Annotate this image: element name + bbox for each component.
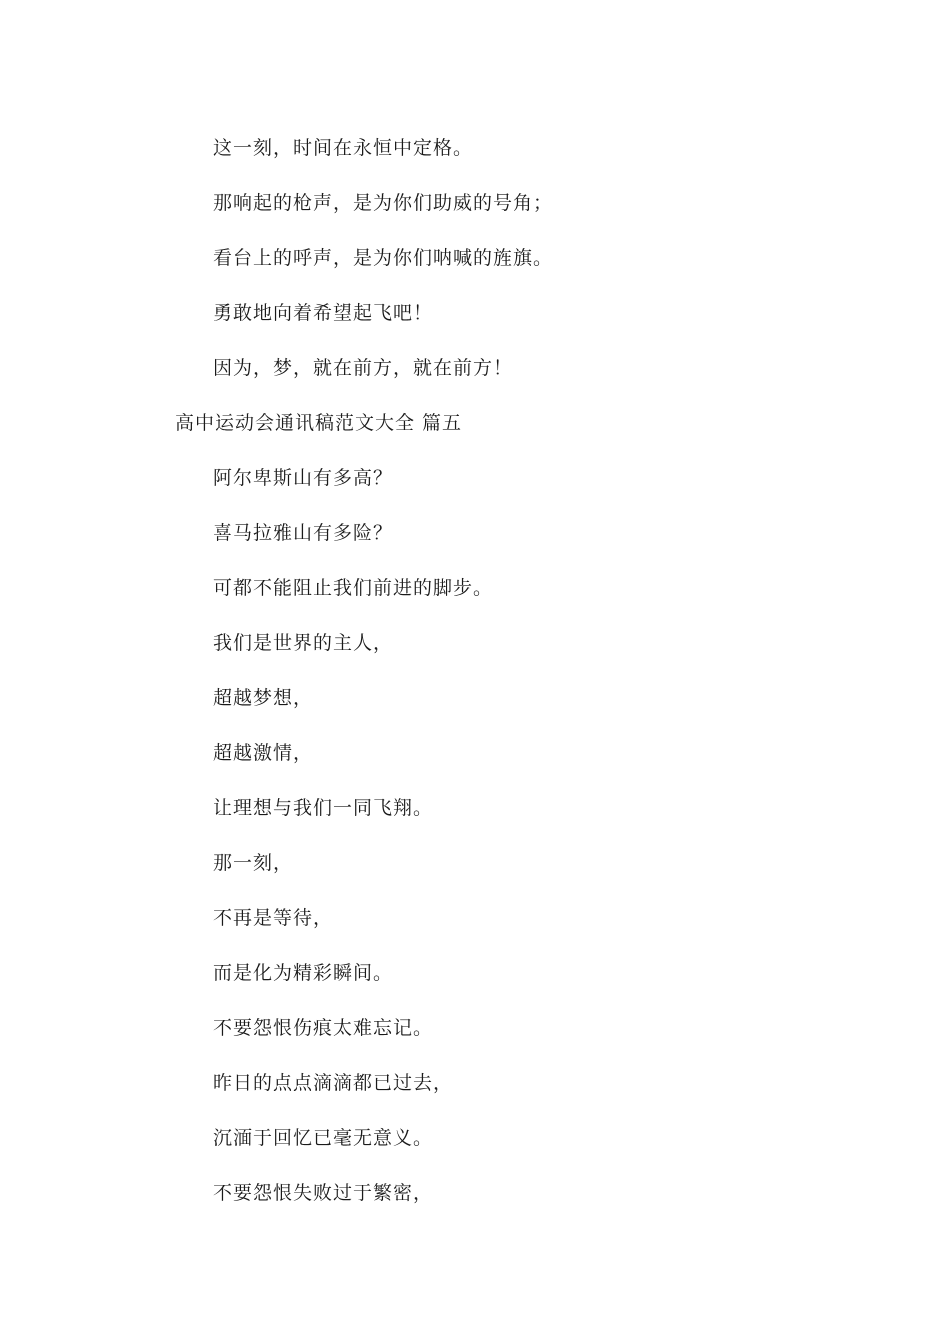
poem-line: 不要怨恨伤痕太难忘记。 xyxy=(213,1017,434,1039)
poem-line: 阿尔卑斯山有多高？ xyxy=(213,467,394,489)
poem-line: 我们是世界的主人， xyxy=(213,632,394,654)
poem-line: 让理想与我们一同飞翔。 xyxy=(213,797,434,819)
poem-line: 喜马拉雅山有多险？ xyxy=(213,522,394,544)
poem-line: 超越梦想， xyxy=(213,687,314,709)
poem-line: 沉湎于回忆已毫无意义。 xyxy=(213,1127,434,1149)
section-heading: 高中运动会通讯稿范文大全 篇五 xyxy=(175,412,463,434)
poem-line: 那一刻， xyxy=(213,852,294,874)
poem-line: 而是化为精彩瞬间。 xyxy=(213,962,394,984)
poem-line: 昨日的点点滴滴都已过去， xyxy=(213,1072,454,1094)
poem-line: 超越激情， xyxy=(213,742,314,764)
poem-line: 这一刻，时间在永恒中定格。 xyxy=(213,137,474,159)
poem-line: 因为，梦，就在前方，就在前方！ xyxy=(213,357,514,379)
poem-line: 那响起的枪声，是为你们助威的号角； xyxy=(213,192,554,214)
poem-line: 不再是等待， xyxy=(213,907,334,929)
poem-line: 勇敢地向着希望起飞吧！ xyxy=(213,302,434,324)
poem-line: 看台上的呼声，是为你们呐喊的旌旗。 xyxy=(213,247,554,269)
poem-line: 可都不能阻止我们前进的脚步。 xyxy=(213,577,494,599)
poem-line: 不要怨恨失败过于繁密， xyxy=(213,1182,434,1204)
